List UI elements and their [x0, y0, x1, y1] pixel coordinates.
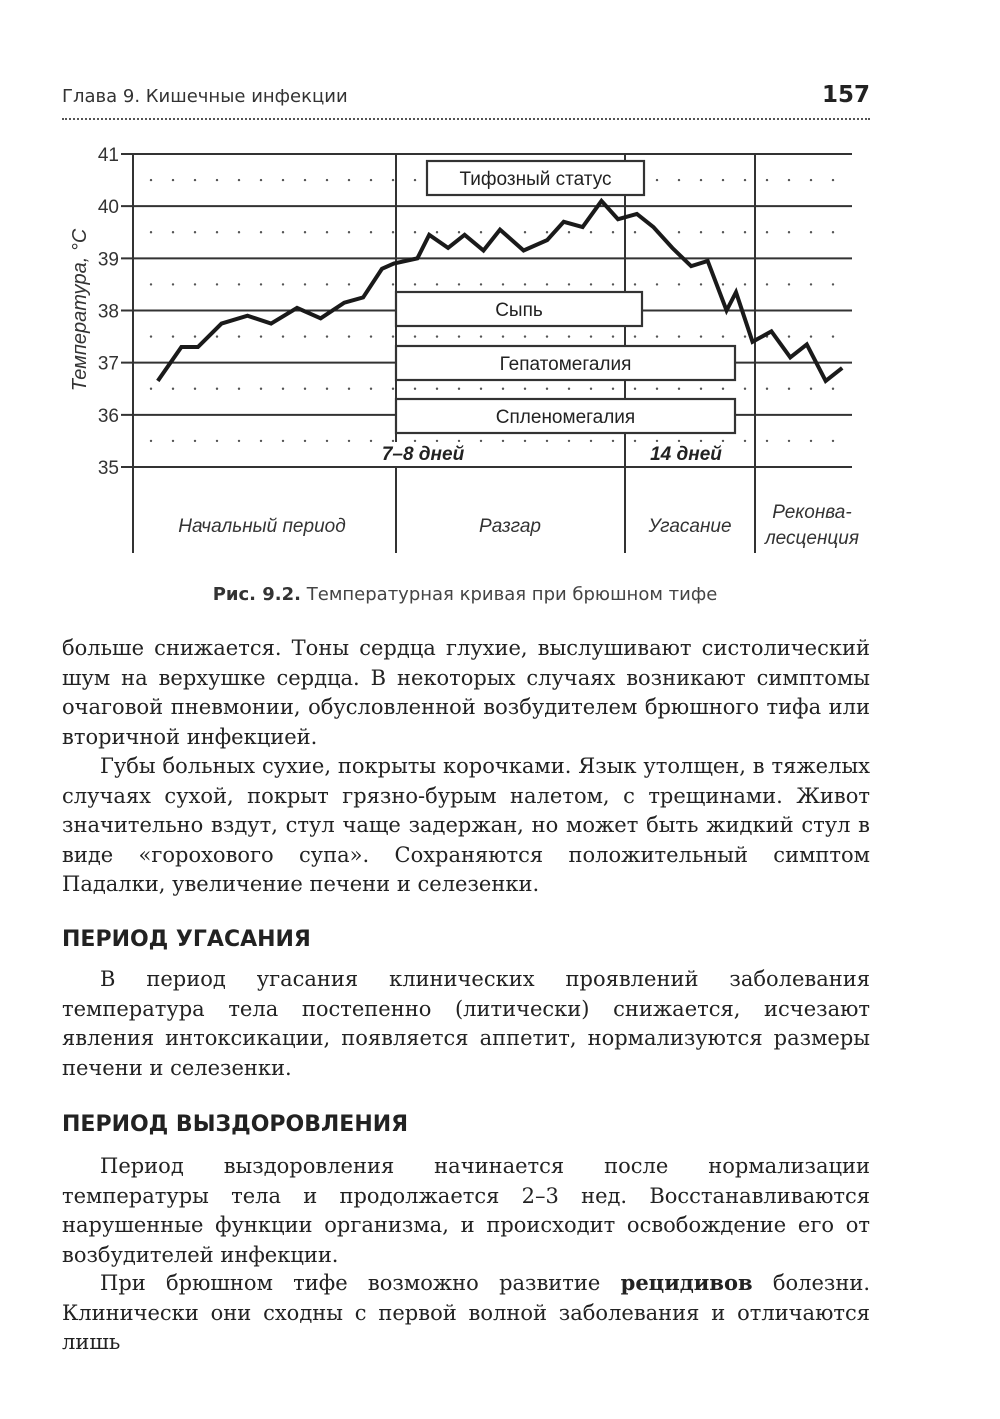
grid-dot — [436, 440, 438, 442]
phase-label: Реконва- — [772, 502, 852, 523]
grid-dot — [326, 388, 328, 390]
figure-label: Рис. 9.2. — [212, 584, 302, 605]
section-heading-fading: ПЕРИОД УГАСАНИЯ — [62, 927, 311, 952]
symptom-label: Спленомегалия — [495, 407, 636, 428]
grid-dot — [810, 388, 812, 390]
grid-dot — [722, 335, 724, 337]
y-tick-label: 39 — [97, 249, 119, 271]
grid-dot — [370, 179, 372, 181]
grid-dot — [260, 231, 262, 233]
symptom-boxes — [396, 161, 735, 433]
grid-dot — [722, 283, 724, 285]
grid-dot — [590, 388, 592, 390]
grid-dot — [260, 388, 262, 390]
grid-dot — [150, 179, 152, 181]
chapter-title: Глава 9. Кишечные инфекции — [62, 86, 348, 107]
grid-dot — [150, 440, 152, 442]
grid-dot — [282, 388, 284, 390]
phase-label: Начальный период — [178, 516, 346, 537]
grid-dot — [568, 388, 570, 390]
grid-dot — [216, 283, 218, 285]
grid-dot — [304, 335, 306, 337]
grid-dot — [678, 335, 680, 337]
grid-dot — [436, 335, 438, 337]
grid-dot — [238, 231, 240, 233]
grid-dot — [238, 388, 240, 390]
grid-dot — [282, 440, 284, 442]
grid-dot — [766, 179, 768, 181]
grid-dot — [678, 231, 680, 233]
y-tick-label: 38 — [97, 301, 119, 323]
grid-dot — [744, 440, 746, 442]
y-axis — [98, 145, 119, 479]
grid-dot — [502, 388, 504, 390]
grid-dot — [370, 335, 372, 337]
grid-dot — [282, 283, 284, 285]
grid-dot — [238, 283, 240, 285]
paragraph-5-start: При брюшном тифе возможно развитие — [100, 1271, 621, 1295]
day-marker-label: 14 дней — [650, 444, 722, 465]
grid-dot — [414, 231, 416, 233]
grid-dot — [678, 440, 680, 442]
grid-dot — [744, 179, 746, 181]
grid-dot — [326, 283, 328, 285]
grid-dot — [700, 335, 702, 337]
grid-dot — [194, 388, 196, 390]
grid-dot — [216, 179, 218, 181]
grid-dot — [348, 388, 350, 390]
paragraph-5 — [62, 1268, 870, 1358]
grid-dot — [524, 231, 526, 233]
grid-dot — [788, 231, 790, 233]
grid-dot — [436, 388, 438, 390]
figure-caption — [0, 584, 930, 605]
y-tick-label: 40 — [97, 197, 119, 219]
grid-dot — [414, 335, 416, 337]
grid-dot — [150, 388, 152, 390]
grid-dot — [238, 335, 240, 337]
page-number: 157 — [821, 82, 870, 108]
grid-dot — [194, 179, 196, 181]
grid-dot — [612, 231, 614, 233]
grid-dot — [414, 179, 416, 181]
grid-dot — [590, 283, 592, 285]
grid-dot — [678, 283, 680, 285]
grid-dot — [656, 283, 658, 285]
section-heading-recovery: ПЕРИОД ВЫЗДОРОВЛЕНИЯ — [62, 1112, 409, 1137]
grid-dot — [304, 440, 306, 442]
grid-dot — [304, 388, 306, 390]
grid-dot — [766, 440, 768, 442]
grid-dot — [172, 440, 174, 442]
grid-dot — [744, 231, 746, 233]
grid-dot — [326, 335, 328, 337]
grid-dot — [150, 283, 152, 285]
grid-dot — [678, 388, 680, 390]
grid-dot — [832, 440, 834, 442]
grid-dot — [568, 440, 570, 442]
grid-dot — [150, 335, 152, 337]
grid-dot — [458, 335, 460, 337]
grid-dot — [216, 335, 218, 337]
grid-dot — [524, 440, 526, 442]
grid-dot — [392, 440, 394, 442]
grid-dot — [282, 179, 284, 181]
phase-label: Разгар — [479, 516, 541, 537]
grid-dot — [612, 440, 614, 442]
grid-dot — [568, 283, 570, 285]
grid-dot — [458, 388, 460, 390]
grid-dot — [282, 231, 284, 233]
grid-dot — [700, 231, 702, 233]
grid-dot — [810, 231, 812, 233]
grid-dot — [304, 179, 306, 181]
grid-dot — [590, 335, 592, 337]
grid-dot — [502, 335, 504, 337]
grid-dot — [458, 231, 460, 233]
grid-dot — [172, 231, 174, 233]
grid-dot — [150, 231, 152, 233]
grid-dot — [590, 231, 592, 233]
symptom-label: Тифозный статус — [459, 169, 612, 190]
day-marker-label: 7–8 дней — [381, 444, 465, 465]
grid-dot — [370, 440, 372, 442]
grid-dot — [700, 179, 702, 181]
paragraph-5-end: болезни. Клинически они сходны с первой волной заболевания и отличаются лишь — [62, 1271, 871, 1354]
grid-dot — [414, 440, 416, 442]
grid-dot — [282, 335, 284, 337]
grid-dot — [568, 231, 570, 233]
grid-dot — [634, 440, 636, 442]
grid-dot — [414, 283, 416, 285]
grid-dot — [238, 179, 240, 181]
grid-dot — [216, 440, 218, 442]
grid-dot — [656, 179, 658, 181]
grid-dot — [172, 388, 174, 390]
grid-dot — [700, 283, 702, 285]
grid-dot — [810, 283, 812, 285]
grid-dot — [546, 283, 548, 285]
grid-dot — [392, 231, 394, 233]
grid-dot — [260, 440, 262, 442]
grid-dot — [546, 335, 548, 337]
grid-dot — [766, 388, 768, 390]
grid-dot — [458, 283, 460, 285]
grid-dot — [722, 388, 724, 390]
y-axis-label: Температура, °C — [69, 228, 91, 392]
grid-dot — [832, 283, 834, 285]
grid-dot — [700, 388, 702, 390]
grid-dot — [194, 231, 196, 233]
grid-dot — [326, 440, 328, 442]
grid-dot — [546, 440, 548, 442]
grid-dot — [502, 283, 504, 285]
y-tick-label: 36 — [97, 405, 119, 427]
grid-dot — [348, 283, 350, 285]
grid-dot — [634, 231, 636, 233]
grid-dot — [832, 335, 834, 337]
symptom-label: Гепатомегалия — [499, 354, 632, 375]
grid-dot — [172, 335, 174, 337]
grid-dot — [480, 335, 482, 337]
grid-dot — [810, 440, 812, 442]
grid-dot — [612, 335, 614, 337]
grid-dot — [370, 388, 372, 390]
grid-dot — [744, 335, 746, 337]
y-tick-label: 35 — [97, 458, 119, 479]
grid-dot — [788, 388, 790, 390]
grid-dot — [480, 388, 482, 390]
y-tick-label: 37 — [97, 353, 119, 375]
grid-dot — [436, 231, 438, 233]
grid-dot — [414, 388, 416, 390]
grid-dot — [590, 440, 592, 442]
grid-dot — [788, 283, 790, 285]
grid-dot — [524, 335, 526, 337]
paragraph-3: В период угасания клинических проявлений заболевания температура тела постепенно (литически) снижается, исчезают явления интоксикации, появляется аппетит, нормализуются размеры печени и селезенки. — [62, 967, 870, 1080]
grid-dot — [392, 388, 394, 390]
grid-dot — [612, 388, 614, 390]
paragraph-4: Период выздоровления начинается после нормализации температуры тела и продолжается 2–3 нед. Восстанавливаются нарушенные функции организма, и происходит освобождение его от возбудителей инфекции. — [62, 1154, 870, 1267]
grid-dot — [656, 440, 658, 442]
grid-dot — [546, 388, 548, 390]
paragraph-2: Губы больных сухие, покрыты корочками. Язык утолщен, в тяжелых случаях сухой, покрыт грязно-бурым налетом, с трещинами. Живот значительно вздут, стул чаще задержан, но может быть жидкий стул в виде «горохового супа». Сохраняются положительный симптом Падалки, увеличение печени и селезенки. — [62, 754, 870, 896]
grid-dot — [326, 179, 328, 181]
grid-dot — [194, 440, 196, 442]
grid-dot — [260, 179, 262, 181]
symptom-label: Сыпь — [495, 300, 543, 321]
grid-dot — [216, 388, 218, 390]
figure-caption-text: Температурная кривая при брюшном тифе — [306, 584, 718, 605]
phase-label: лесценция — [764, 528, 860, 549]
grid-dot — [568, 335, 570, 337]
grid-dot — [194, 283, 196, 285]
grid-dot — [502, 440, 504, 442]
grid-dot — [216, 231, 218, 233]
grid-dot — [634, 388, 636, 390]
relapse-term: рецидивов — [620, 1270, 753, 1295]
grid-dot — [744, 283, 746, 285]
grid-dot — [480, 440, 482, 442]
grid-dot — [348, 440, 350, 442]
grid-dot — [524, 388, 526, 390]
y-tick-label: 41 — [97, 145, 119, 166]
grid-dot — [634, 335, 636, 337]
phase-labels — [178, 502, 859, 549]
grid-dot — [832, 388, 834, 390]
grid-dot — [238, 440, 240, 442]
grid-dot — [304, 283, 306, 285]
grid-dot — [722, 179, 724, 181]
temperature-chart — [0, 0, 1000, 600]
phase-label: Угасание — [648, 516, 732, 537]
grid-dot — [392, 179, 394, 181]
grid-dot — [656, 388, 658, 390]
grid-dot — [766, 231, 768, 233]
grid-dot — [172, 179, 174, 181]
grid-dot — [678, 179, 680, 181]
grid-dot — [766, 283, 768, 285]
grid-dot — [392, 283, 394, 285]
grid-dot — [788, 179, 790, 181]
grid-dot — [480, 231, 482, 233]
grid-dot — [700, 440, 702, 442]
grid-dot — [348, 231, 350, 233]
grid-dot — [348, 179, 350, 181]
grid-dot — [612, 283, 614, 285]
grid-dot — [788, 335, 790, 337]
grid-dot — [260, 335, 262, 337]
grid-dot — [832, 231, 834, 233]
grid-dot — [788, 440, 790, 442]
grid-dot — [634, 283, 636, 285]
grid-dot — [304, 231, 306, 233]
grid-dot — [722, 231, 724, 233]
grid-dot — [810, 335, 812, 337]
grid-dot — [260, 283, 262, 285]
grid-dot — [458, 440, 460, 442]
grid-dot — [744, 388, 746, 390]
grid-dot — [194, 335, 196, 337]
grid-dot — [370, 231, 372, 233]
paragraph-1: больше снижается. Тоны сердца глухие, выслушивают систолический шум на верхушке сердца. В некоторых случаях возникают симптомы очаговой пневмонии, обусловленной возбудителем брюшного тифа или вторичной инфекцией. — [62, 636, 870, 749]
grid-dot — [524, 283, 526, 285]
grid-dot — [810, 179, 812, 181]
grid-dot — [722, 440, 724, 442]
day-markers — [373, 442, 736, 466]
grid-dot — [392, 335, 394, 337]
grid-dot — [436, 283, 438, 285]
grid-dot — [326, 231, 328, 233]
grid-dot — [832, 179, 834, 181]
grid-dot — [656, 335, 658, 337]
grid-dot — [546, 231, 548, 233]
grid-dot — [348, 335, 350, 337]
grid-dot — [172, 283, 174, 285]
grid-dot — [480, 283, 482, 285]
